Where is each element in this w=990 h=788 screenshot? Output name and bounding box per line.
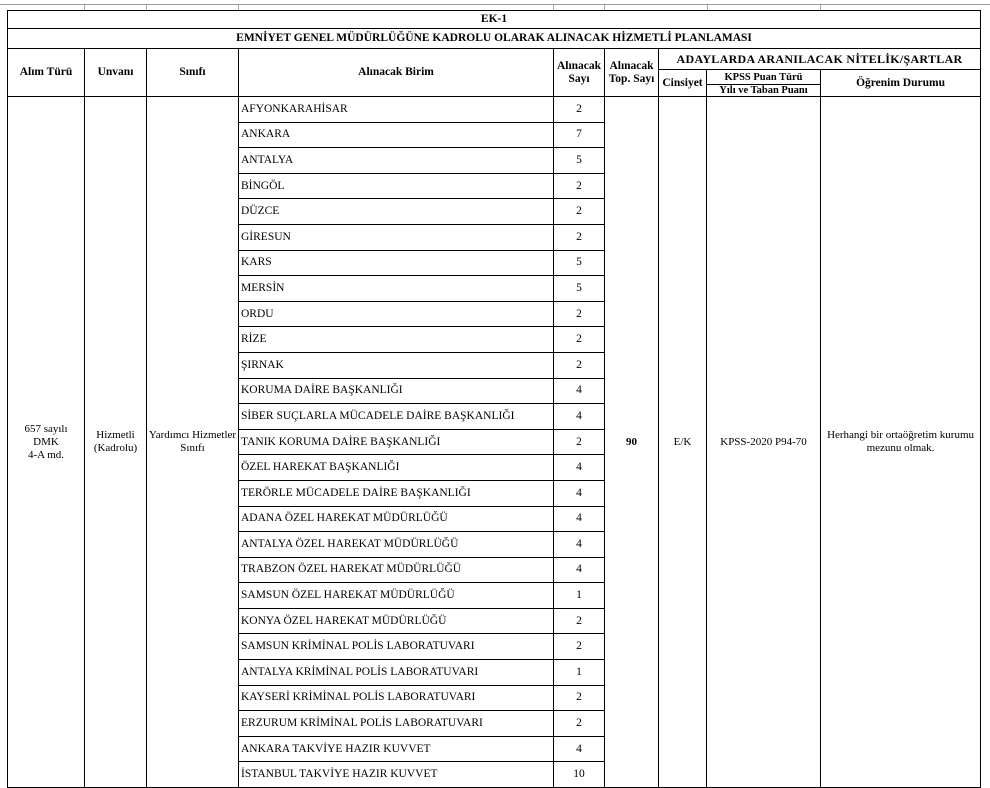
alinacak-birim-cell: ANKARA TAKVİYE HAZIR KUVVET [239,736,554,762]
alinacak-birim-cell: DÜZCE [239,199,554,225]
unvani-cell [85,97,147,788]
kpss-cell [707,97,821,788]
alinacak-birim-cell: KORUMA DAİRE BAŞKANLIĞI [239,378,554,404]
alinacak-birim-cell: ANTALYA ÖZEL HAREKAT MÜDÜRLÜĞÜ [239,532,554,558]
alinacak-sayi-cell: 4 [554,506,605,532]
toplam-sayi-cell [605,97,659,788]
alinacak-sayi-cell: 1 [554,660,605,686]
alinacak-sayi-cell: 2 [554,711,605,737]
ogrenim-cell [821,97,981,788]
sinifi-cell-line: Yardımcı Hizmetler [148,429,237,442]
ogrenim-cell-line: mezunu olmak. [866,442,935,455]
alinacak-birim-cell: KARS [239,250,554,276]
alinacak-sayi-cell: 5 [554,250,605,276]
alinacak-birim-cell: İSTANBUL TAKVİYE HAZIR KUVVET [239,762,554,788]
alinacak-sayi-cell: 1 [554,583,605,609]
sinifi-cell [147,97,239,788]
header-top-sayi-line1: Alınacak [609,59,654,72]
header-kpss-line1: KPSS Puan Türü [707,70,821,85]
document-title: EMNİYET GENEL MÜDÜRLÜĞÜNE KADROLU OLARAK ALINACAK HİZMETLİ PLANLAMASI [8,29,981,49]
header-alinacak-sayi-line2: Sayı [568,72,590,85]
alinacak-birim-cell: SİBER SUÇLARLA MÜCADELE DAİRE BAŞKANLIĞI [239,404,554,430]
alinacak-birim-cell: TERÖRLE MÜCADELE DAİRE BAŞKANLIĞI [239,480,554,506]
alinacak-birim-cell: ANTALYA KRİMİNAL POLİS LABORATUVARI [239,660,554,686]
alinacak-birim-cell: ORDU [239,301,554,327]
alinacak-sayi-cell: 4 [554,557,605,583]
table-row [8,97,981,123]
planning-table [7,10,981,788]
header-aranilacak: ADAYLARDA ARANILACAK NİTELİK/ŞARTLAR [659,49,981,70]
alinacak-birim-cell: ŞIRNAK [239,352,554,378]
alinacak-birim-cell: ANKARA [239,122,554,148]
alinacak-birim-cell: KONYA ÖZEL HAREKAT MÜDÜRLÜĞÜ [239,608,554,634]
alinacak-sayi-cell: 2 [554,224,605,250]
alinacak-sayi-cell: 10 [554,762,605,788]
header-alinacak-birim: Alınacak Birim [239,49,554,97]
header-cinsiyet: Cinsiyet [659,70,707,97]
alinacak-birim-cell: RİZE [239,327,554,353]
header-kpss-line2: Yılı ve Taban Puanı [707,85,821,97]
alinacak-sayi-cell: 5 [554,276,605,302]
alinacak-sayi-cell: 4 [554,736,605,762]
cinsiyet-cell-line: E/K [673,435,692,448]
alim-turu-cell-line: 657 sayılı [24,422,68,435]
alim-turu-cell-line: 4-A md. [27,448,65,461]
header-sinifi: Sınıfı [147,49,239,97]
header-unvani: Unvanı [85,49,147,97]
alinacak-sayi-cell: 2 [554,199,605,225]
header-alinacak-sayi-line1: Alınacak [556,59,602,72]
alinacak-sayi-cell: 4 [554,378,605,404]
cinsiyet-cell [659,97,707,788]
alinacak-sayi-cell: 4 [554,532,605,558]
alinacak-sayi-cell: 2 [554,608,605,634]
alinacak-sayi-cell: 4 [554,480,605,506]
header-alinacak-sayi [554,49,605,97]
alinacak-sayi-cell: 2 [554,634,605,660]
alinacak-birim-cell: TRABZON ÖZEL HAREKAT MÜDÜRLÜĞÜ [239,557,554,583]
header-top-sayi-line2: Top. Sayı [608,72,655,85]
kpss-cell-line: KPSS-2020 P94-70 [720,435,807,448]
alinacak-birim-cell: KAYSERİ KRİMİNAL POLİS LABORATUVARI [239,685,554,711]
alinacak-sayi-cell: 2 [554,173,605,199]
alinacak-sayi-cell: 4 [554,404,605,430]
alinacak-birim-cell: ERZURUM KRİMİNAL POLİS LABORATUVARI [239,711,554,737]
alinacak-sayi-cell: 2 [554,429,605,455]
sinifi-cell-line: Sınıfı [180,442,205,455]
alinacak-birim-cell: ANTALYA [239,148,554,174]
alinacak-birim-cell: GİRESUN [239,224,554,250]
alinacak-birim-cell: SAMSUN KRİMİNAL POLİS LABORATUVARI [239,634,554,660]
alinacak-birim-cell: SAMSUN ÖZEL HAREKAT MÜDÜRLÜĞÜ [239,583,554,609]
toplam-sayi-cell-line: 90 [626,435,637,448]
ek-label: EK-1 [8,11,981,29]
alinacak-sayi-cell: 2 [554,352,605,378]
unvani-cell-line: (Kadrolu) [93,442,138,455]
unvani-cell-line: Hizmetli [96,429,135,442]
header-alim-turu: Alım Türü [8,49,85,97]
alinacak-sayi-cell: 2 [554,97,605,123]
alinacak-sayi-cell: 2 [554,327,605,353]
header-ogrenim: Öğrenim Durumu [821,70,981,97]
alim-turu-cell [8,97,85,788]
alinacak-birim-cell: TANIK KORUMA DAİRE BAŞKANLIĞI [239,429,554,455]
alinacak-birim-cell: AFYONKARAHİSAR [239,97,554,123]
alinacak-birim-cell: BİNGÖL [239,173,554,199]
ogrenim-cell-line: Herhangi bir ortaöğretim kurumu [827,429,974,442]
alinacak-sayi-cell: 4 [554,455,605,481]
header-top-sayi [605,49,659,97]
alinacak-sayi-cell: 2 [554,685,605,711]
alim-turu-cell-line: DMK [33,435,59,448]
alinacak-birim-cell: ADANA ÖZEL HAREKAT MÜDÜRLÜĞÜ [239,506,554,532]
top-rule [0,4,990,5]
alinacak-sayi-cell: 2 [554,301,605,327]
alinacak-sayi-cell: 5 [554,148,605,174]
alinacak-birim-cell: MERSİN [239,276,554,302]
alinacak-birim-cell: ÖZEL HAREKAT BAŞKANLIĞI [239,455,554,481]
alinacak-sayi-cell: 7 [554,122,605,148]
